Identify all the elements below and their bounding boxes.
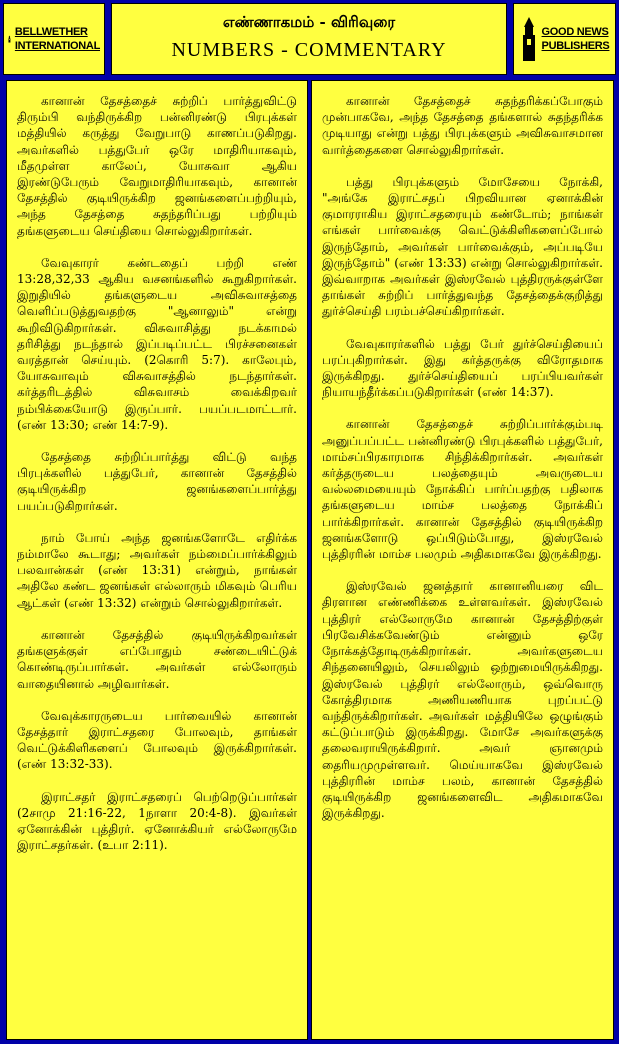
paragraph: வேவுகாரர்களில் பத்து பேர் துர்ச்செய்தியைப் பரப்புகிறார்கள். இது கர்த்தருக்கு விரோதமாக இருக்கிறது. துர்ச்செய்தியைப் பரப்பியவர்கள் நியாயந்தீர்க்கப்படுகிறார்கள் (எண் 14:37). [322,336,603,400]
paragraph: கானான் தேசத்தைச் சுதந்தரிக்கப்போகும் முன்பாகவே, அந்த தேசத்தை தங்களால் சுதந்தரிக்க முடியாது என்று பத்து பிரபுக்களும் அவிசுவாசமான வார்த்தைகளை சொல்லுகிறார்கள். [322,94,603,157]
bellwether-logo-text: BELLWETHER INTERNATIONAL [14,26,100,52]
paragraph: கானான் தேசத்தைச் சுற்றிப்பார்க்கும்படி அனுப்பப்பட்ட பன்னிரண்டு பிரபுக்களில் பத்துபேர், மாம்சப்பிரகாரமாக சிந்திக்கிறார்கள். அவர்கள் கர்த்தருடைய பலத்தையும் அவருடைய வல்லமையையும் நோக்கிப் பார்ப்பதற்கு பதிலாக தங்களுடைய மாம்ச பலத்தை நோக்கிப் பார்க்கிறார்கள். கானான் தேசத்தில் குடியிருக்கிற ஜனங்களோடு ஒப்பிடும்போது, இஸ்ரவேல் புத்திரரின் மாம்ச பலமும் அதிகமாகவே இருக்கிறது. [322,417,603,562]
good-news-logo [513,3,616,75]
good-news-logo-text: GOOD NEWS PUBLISHERS [541,26,610,52]
bellwether-logo [3,3,105,75]
title-box [111,3,507,75]
paragraph: பத்து பிரபுக்களும் மோசேயை நோக்கி, "அங்கே இராட்சதப் பிறவியான ஏனாக்கின் குமாரராகிய இராட்சதரையும் கண்டோம்; நாங்கள் எங்கள் பார்வைக்கு வெட்டுக்கிளிகளைப்போல் இருந்தோம், அவர்கள் பார்வைக்கும், அப்படியே இருந்தோம்" (எண் 13:33) என்று சொல்லுகிறார்கள். இவ்வாறாக அவர்கள் இஸ்ரவேல் புத்திரருக்குள்ளே தாங்கள் சுற்றிப் பார்த்துவந்த தேசத்தைக்குறித்து துர்ச்செய்தி பரம்பச்செய்கிறார்கள். [322,174,603,319]
paragraph: கானான் தேசத்தைச் சுற்றிப் பார்த்துவிட்டு திரும்பி வந்திருக்கிற பன்னிரண்டு பிரபுக்கள் மத்தியில் கருத்து வேறுபாடு காணப்படுகிறது. அவர்களில் பத்துபேர் ஒரே மாதிரியாகவும், மீதமுள்ள காலேப், யோசுவா ஆகிய இரண்டுபேரும் வேறுமாதிரியாகவும், கானான் தேசத்தில் குடியிருக்கிற ஜனங்களைப்பற்றியும், அந்த தேசத்தை சுதந்தரிப்பது பற்றியும் தங்களுடைய செய்தியை சொல்லுகிறார்கள். [17,94,297,238]
paragraph: வேவுக்காரருடைய பார்வையில் கானான் தேசத்தார் இராட்சதரை போலவும், தாங்கள் வெட்டுக்கிளிகளைப் போலவும் இருக்கிறார்கள். (எண் 13:32-33). [17,708,297,772]
paragraph: நாம் போய் அந்த ஜனங்களோடே எதிர்க்க நம்மாலே கூடாது; அவர்கள் நம்மைப்பார்க்கிலும் பலவான்கள் (எண் 13:31) என்றும், நாங்கள் அதிலே கண்ட ஜனங்கள் எல்லாரும் மிகவும் பெரிய ஆட்கள் (எண் 13:32) என்றும் சொல்லுகிறார்கள். [17,530,297,610]
paragraph: கானான் தேசத்தில் குடியிருக்கிறவர்கள் தங்களுக்குள் எப்போதும் சண்டையிட்டுக் கொண்டிருப்பார்கள். அவர்கள் எல்லோரும் வாதையினால் அழிவார்கள். [17,627,297,691]
paragraph: இஸ்ரவேல் ஜனத்தார் கானானியரை விட திரளான எண்ணிக்கை உள்ளவர்கள். இஸ்ரவேல் புத்திரர் எல்லோருமே கானான் தேசத்திற்குள் பிரவேசிக்கவேண்டும் என்னும் ஒரே நோக்கத்தோடிருக்கிறார்கள். அவர்களுடைய சிந்தனையிலும், செயலிலும் ஒற்றுமையிருக்கிறது. இஸ்ரவேல் புத்திரர் எல்லோரும், ஒவ்வொரு கோத்திரமாக அணியணியாக புறப்பட்டு வந்திருக்கிறார்கள். அவர்கள் மத்தியிலே ஒழுங்கும் கட்டுப்பாடும் இருக்கிறது. மோசே அவர்களுக்கு தலைவராயிருக்கிறார். அவர் ஞானமும் தைரியமுமுள்ளவர். மெய்யாகவே இஸ்ரவேல் புத்திரரின் மாம்ச பலம், கானான் தேசத்தில் குடியிருக்கிற ஜனங்களைவிட அதிகமாகவே இருக்கிறது. [322,579,603,821]
paragraph: வேவுகாரர் கண்டதைப் பற்றி எண் 13:28,32,33 ஆகிய வசனங்களில் கூறுகிறார்கள். இறுதியில் தங்களுடைய அவிசுவாசத்தை வெளிப்படுத்துவதற்கு "ஆனாலும்" என்று கூறிவிடுகிறார்கள். விசுவாசித்து நடக்காமல் தரிசித்து நடந்தால் இப்படிப்பட்ட பிரச்சனைகள் வரத்தான் செய்யும். (2கொரி 5:7). காலேபும், யோசுவாவும் விசுவாசத்தில் நடந்தார்கள். கர்த்தரிடத்தில் விசுவாசம் வைக்கிறவர் நம்பிக்கையோடு இருப்பார். பயப்படமாட்டார். (எண் 13:30; எண் 14:7-9). [17,255,297,432]
page-title-english: NUMBERS - COMMENTARY [171,39,447,61]
right-column [311,80,614,1040]
paragraph: இராட்சதர் இராட்சதரைப் பெற்றெடுப்பார்கள் (2சாமு 21:16-22, 1நாளா 20:4-8). இவர்கள் ஏனோக்கின் புத்திரர். ஏனோக்கியர் எல்லோருமே இராட்சதர்கள். (உபா 2:11). [17,789,297,853]
bell-tower-icon [520,17,538,61]
bell-tower-icon [8,17,11,61]
paragraph: தேசத்தை சுற்றிப்பார்த்து விட்டு வந்த பிரபுக்களில் பத்துபேர், கானான் தேசத்தில் குடியிருக்கிற ஜனங்களைப்பார்த்து பயப்படுகிறார்கள். [17,450,297,513]
page-title-tamil: எண்ணாகமம் - விரிவுரை [222,13,396,31]
left-column [6,80,308,1040]
